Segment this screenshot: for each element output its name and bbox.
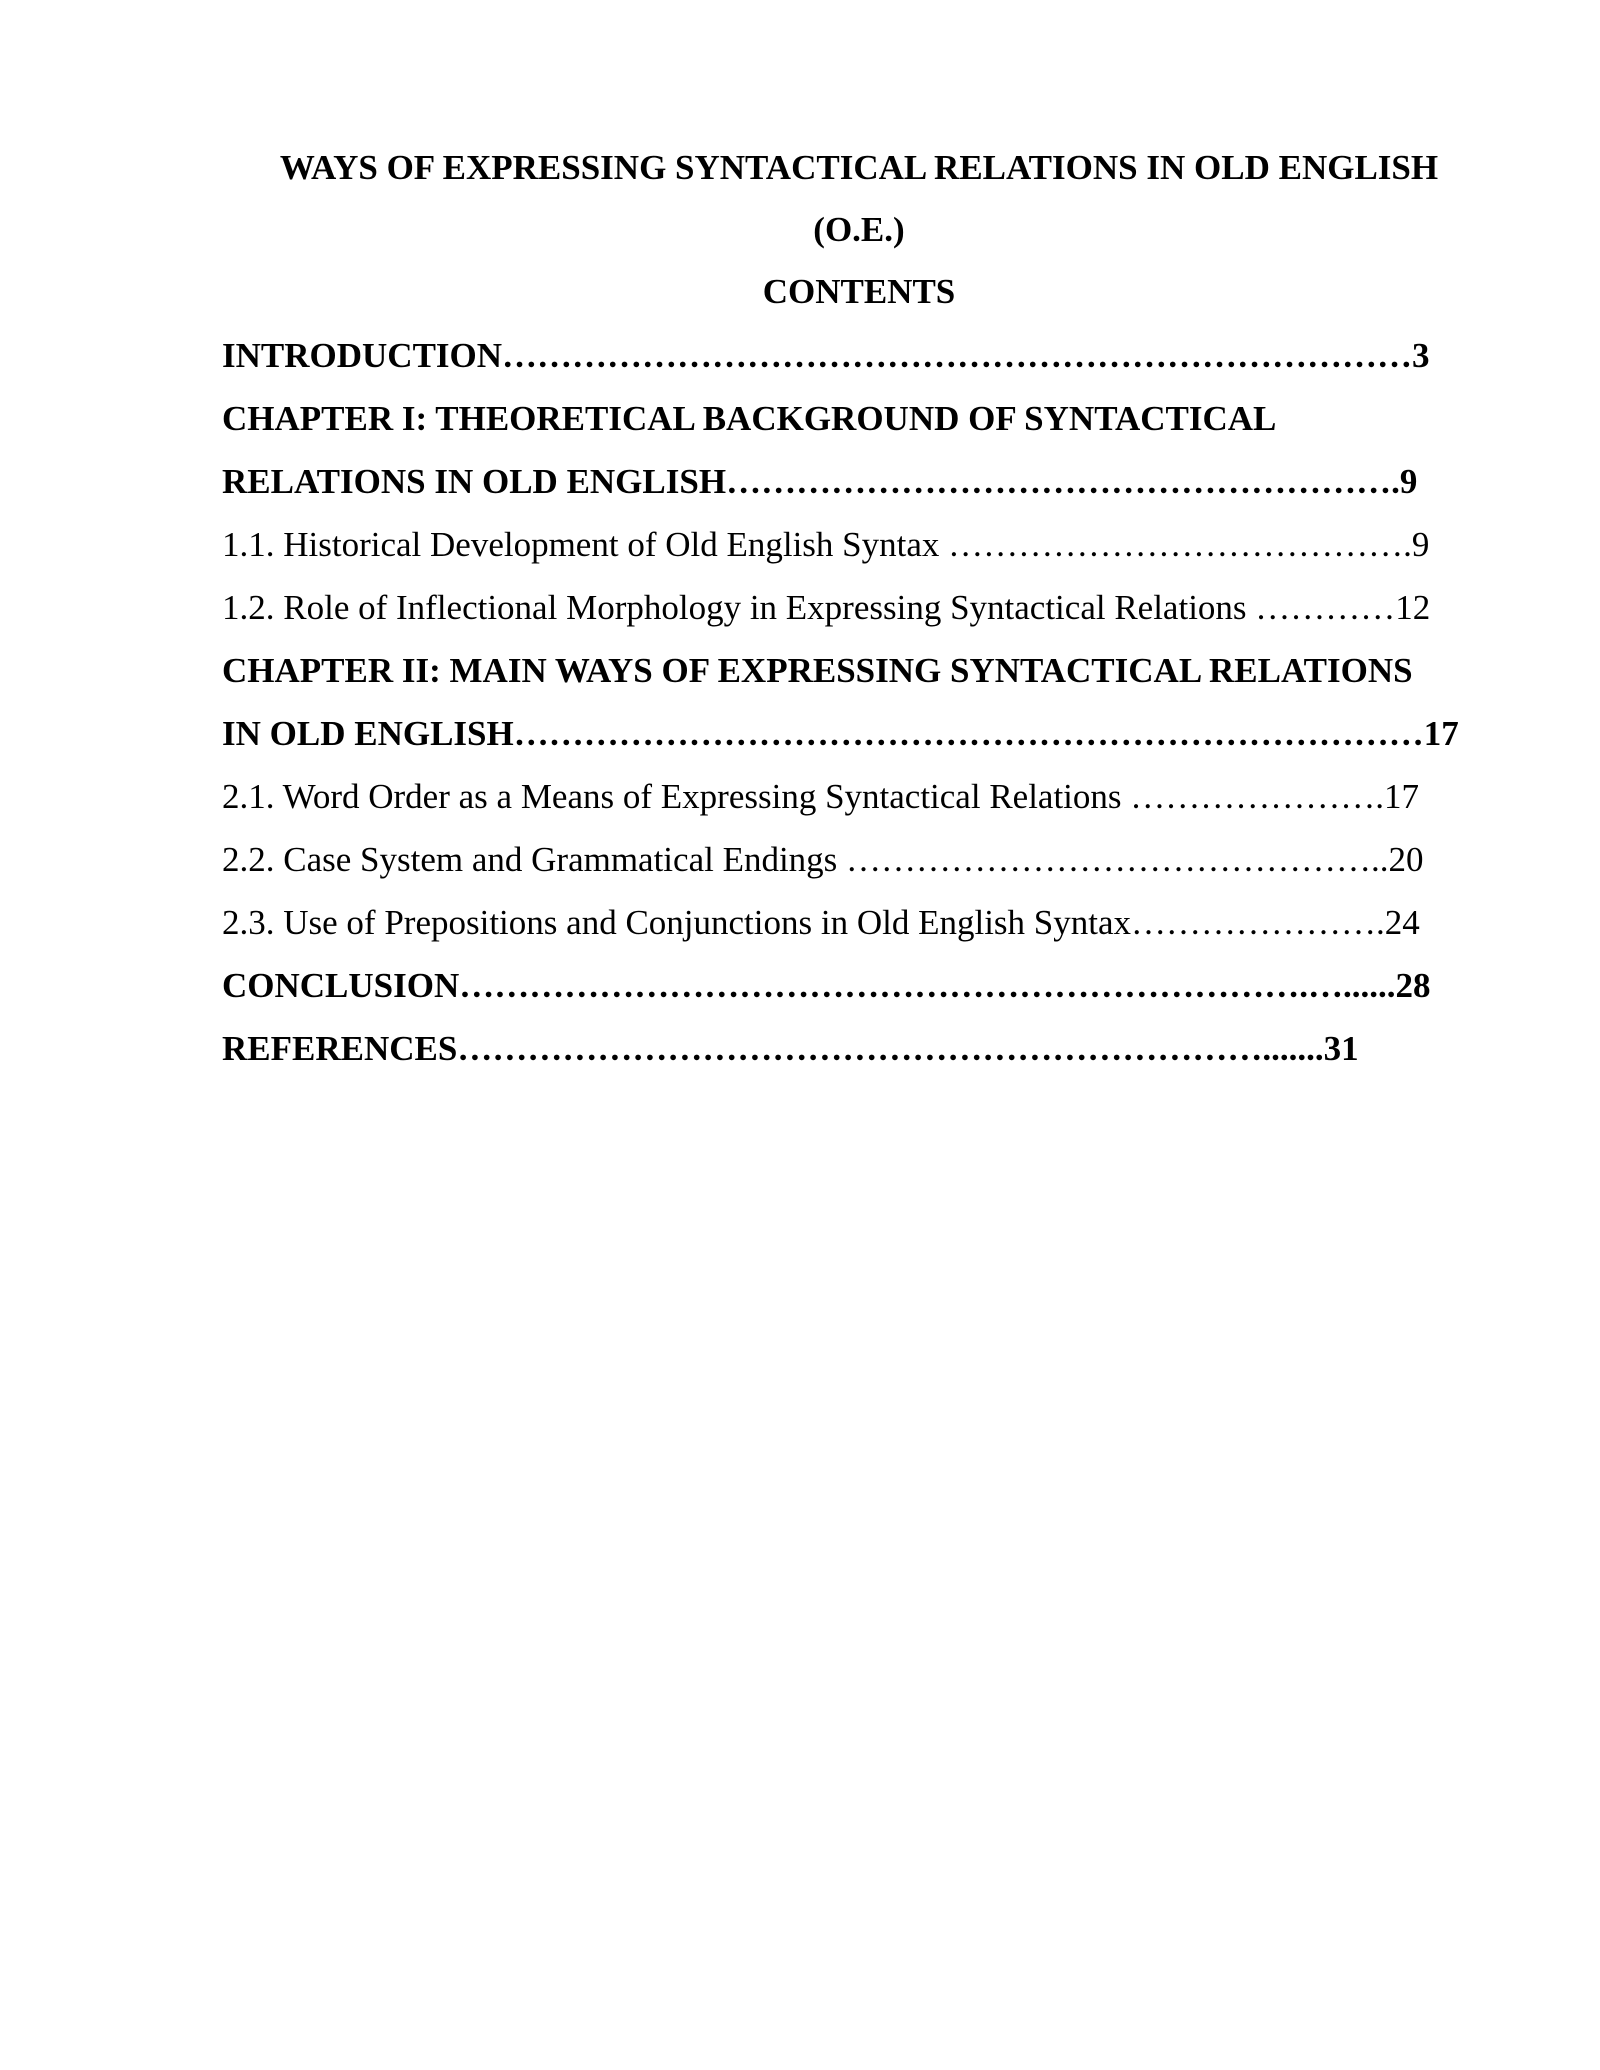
toc-entry-section-2-3: 2.3. Use of Prepositions and Conjunctions in Old English Syntax………………….24 bbox=[222, 903, 1420, 942]
toc-entry-chapter-2-line-2: IN OLD ENGLISH……………………………………………………………………17 bbox=[222, 714, 1459, 753]
toc-entry-introduction: INTRODUCTION……………………………………………………………………3 bbox=[222, 336, 1430, 375]
toc-entry-section-2-1: 2.1. Word Order as a Means of Expressing Syntactical Relations ………………….17 bbox=[222, 777, 1420, 816]
toc-entry-references: REFERENCES…………………………………………………………….......31 bbox=[222, 1029, 1359, 1068]
toc-entry-section-1-2: 1.2. Role of Inflectional Morphology in Expressing Syntactical Relations …………12 bbox=[222, 588, 1431, 627]
document-title-line-1: WAYS OF EXPRESSING SYNTACTICAL RELATIONS IN OLD ENGLISH bbox=[279, 148, 1439, 187]
contents-heading: CONTENTS bbox=[762, 272, 956, 311]
toc-entry-conclusion: CONCLUSION……………………………………………………………….…......28 bbox=[222, 966, 1431, 1005]
document-title-line-2: (O.E.) bbox=[813, 210, 905, 249]
toc-entry-chapter-1-line-1: CHAPTER I: THEORETICAL BACKGROUND OF SYNTACTICAL bbox=[222, 399, 1277, 438]
toc-entry-section-2-2: 2.2. Case System and Grammatical Endings ………………………………………..20 bbox=[222, 840, 1424, 879]
toc-entry-chapter-2-line-1: CHAPTER II: MAIN WAYS OF EXPRESSING SYNTACTICAL RELATIONS bbox=[222, 651, 1413, 690]
toc-entry-section-1-1: 1.1. Historical Development of Old English Syntax ………………………………….9 bbox=[222, 525, 1430, 564]
toc-entry-chapter-1-line-2: RELATIONS IN OLD ENGLISH………………………………………………….9 bbox=[222, 462, 1418, 501]
